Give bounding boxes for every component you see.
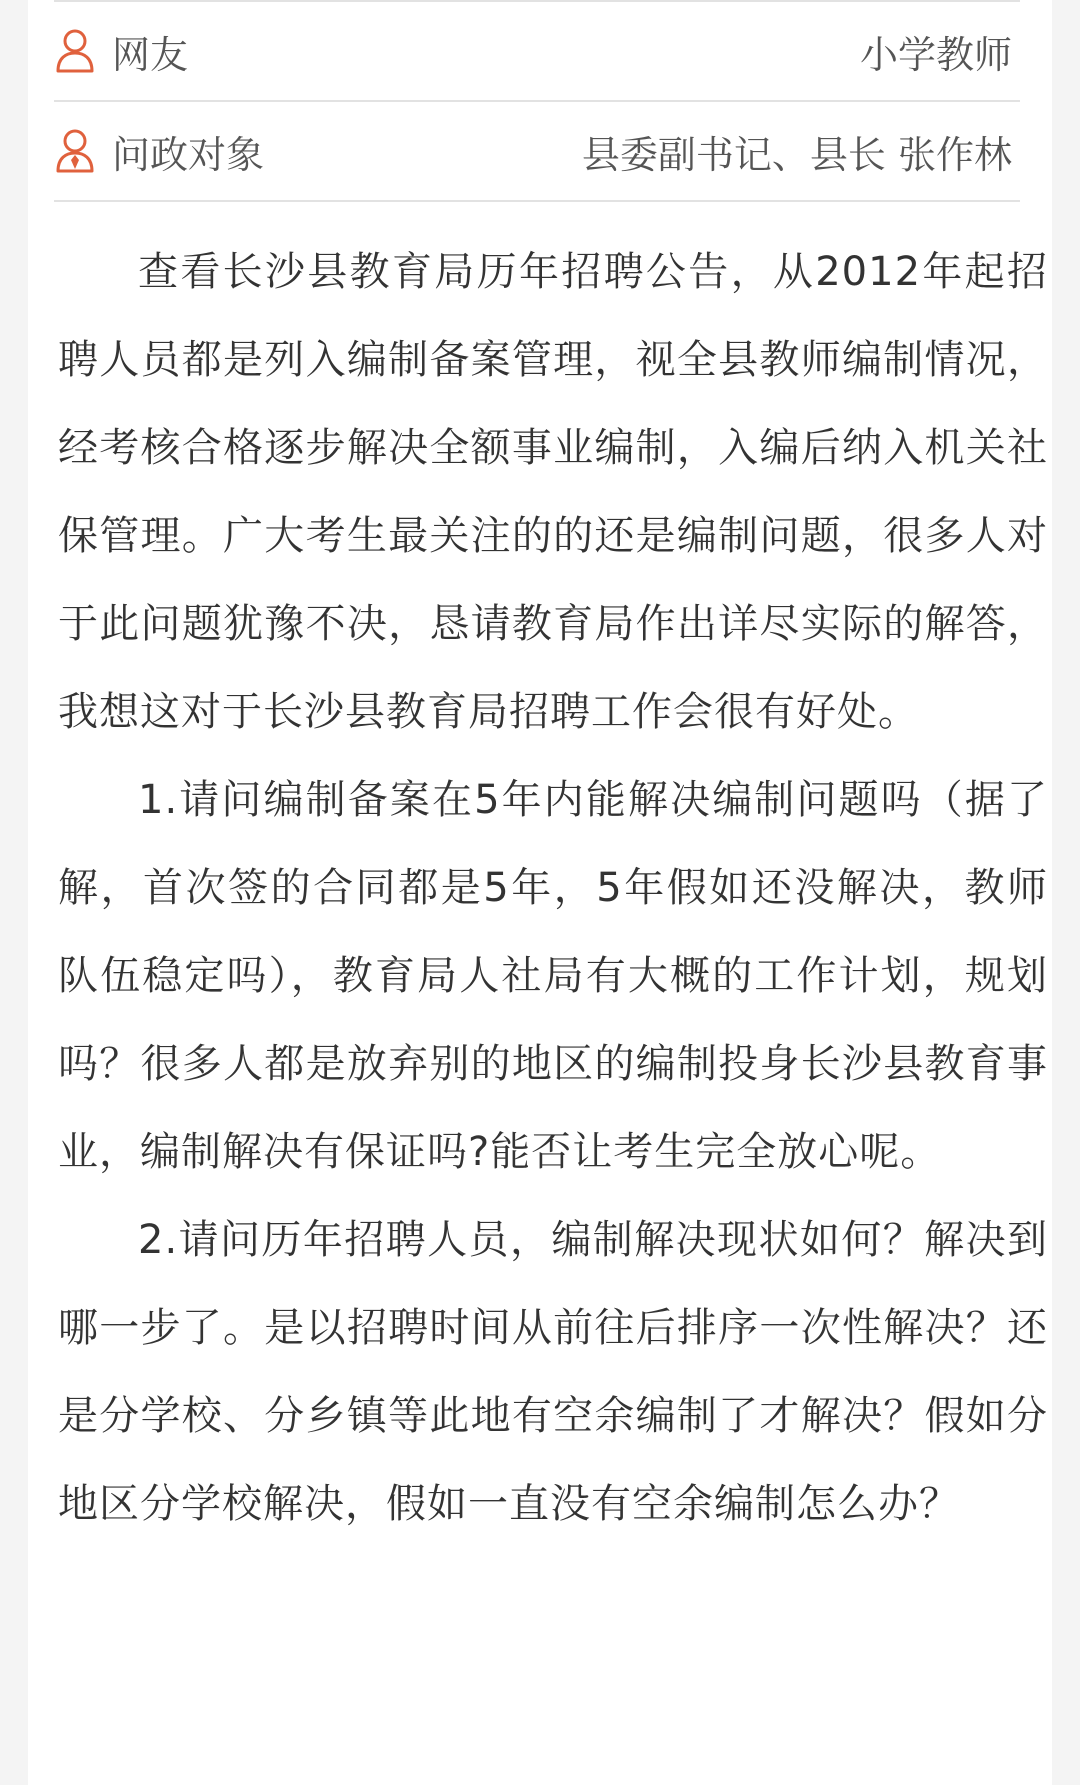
question-info xyxy=(54,0,1020,202)
question-body xyxy=(58,228,1048,1548)
left-gutter xyxy=(0,0,28,1785)
target-label: 问政对象 xyxy=(112,132,265,177)
netizen-label: 网友 xyxy=(112,32,189,77)
paragraph-question-2: 2.请问历年招聘人员，编制解决现状如何？解决到哪一步了。是以招聘时间从前往后排序一次性解决？还是分学校、分乡镇等此地有空余编制了才解决？假如分地区分学校解决，假如一直没有空余编制怎么办？ xyxy=(58,1217,1048,1527)
user-icon xyxy=(54,27,96,75)
paragraph-question-1: 1.请问编制备案在5年内能解决编制问题吗（据了解，首次签的合同都是5年，5年假如还没解决，教师队伍稳定吗），教育局人社局有大概的工作计划，规划吗？很多人都是放弃别的地区的编制投身长沙县教育事业，编制解决有保证吗?能否让考生完全放心呢。 xyxy=(58,777,1048,1175)
target-value: 县委副书记、县长 张作林 xyxy=(581,132,1012,177)
right-gutter xyxy=(1052,0,1080,1785)
official-icon xyxy=(54,127,96,175)
target-row xyxy=(54,102,1020,202)
netizen-row xyxy=(54,2,1020,102)
paragraph-intro: 查看长沙县教育局历年招聘公告，从2012年起招聘人员都是列入编制备案管理，视全县教师编制情况，经考核合格逐步解决全额事业编制，入编后纳入机关社保管理。广大考生最关注的的还是编制问题，很多人对于此问题犹豫不决，恳请教育局作出详尽实际的解答，我想这对于长沙县教育局招聘工作会很有好处。 xyxy=(58,249,1048,735)
netizen-value: 小学教师 xyxy=(859,32,1012,77)
page-content xyxy=(28,0,1052,1785)
